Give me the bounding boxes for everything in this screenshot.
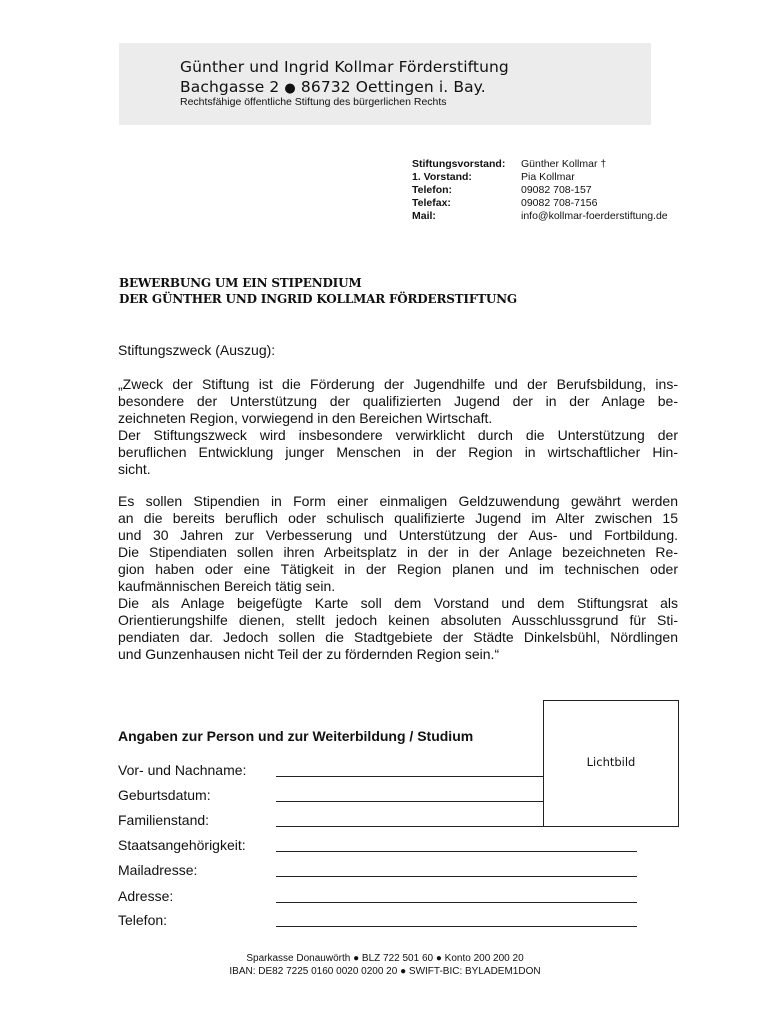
field-label-birthdate: Geburtsdatum: — [118, 787, 211, 803]
phone-field[interactable] — [276, 926, 637, 927]
text-line: Die Stipendiaten sollen ihren Arbeitsplatz in der in der Anlage bezeichneten Re- — [118, 544, 678, 560]
address-street: Bachgasse 2 — [180, 78, 280, 96]
field-label-marital-status: Familienstand: — [118, 812, 210, 828]
purpose-heading: Stiftungszweck (Auszug): — [118, 342, 276, 358]
contact-value: 09082 708-7156 — [521, 197, 598, 209]
field-label-email: Mailadresse: — [118, 862, 198, 878]
contact-value: Günther Kollmar † — [521, 158, 607, 170]
text-line: Orientierungshilfe dienen, stellt jedoch keinen absoluten Ausschlussgrund für Sti- — [118, 612, 678, 628]
photo-box[interactable] — [543, 700, 679, 827]
text-line: Der Stiftungszweck wird insbesondere verwirklicht durch die Unterstützung der — [118, 427, 678, 443]
text-line: besondere der Unterstützung der qualifizierten Jugend der in der Anlage be- — [118, 393, 678, 409]
footer-iban-line: IBAN: DE82 7225 0160 0020 0200 20 ● SWIFT-BIC: BYLADEM1DON — [229, 966, 541, 977]
nationality-field[interactable] — [276, 851, 637, 852]
birthdate-field[interactable] — [276, 801, 543, 802]
contact-label: Stiftungsvorstand: — [412, 158, 506, 170]
field-label-phone: Telefon: — [118, 912, 168, 928]
text-line: Die als Anlage beigefügte Karte soll dem Vorstand und dem Stiftungsrat als — [118, 595, 678, 611]
marital-status-field[interactable] — [276, 826, 543, 827]
contact-values — [521, 158, 668, 223]
contact-value: 09082 708-157 — [521, 184, 592, 196]
field-label-nationality: Staatsangehörigkeit: — [118, 837, 246, 853]
personal-data-heading: Angaben zur Person und zur Weiterbildung / Studium — [118, 728, 474, 744]
text-line: an die bereits beruflich oder schulisch qualifizierte Jugend im Alter zwischen 15 — [118, 510, 678, 526]
field-label-address: Adresse: — [118, 888, 174, 904]
bullet-icon: ● — [284, 81, 296, 96]
document-title — [119, 275, 517, 307]
contact-label: 1. Vorstand: — [412, 171, 472, 183]
title-line: DER GÜNTHER UND INGRID KOLLMAR FÖRDERSTIFTUNG — [119, 292, 517, 306]
text-line: kaufmännischen Bereich tätig sein. — [118, 578, 336, 594]
text-line: pendiaten dar. Jedoch sollen die Stadtgebiete der Städte Dinkelsbühl, Nördlingen — [118, 629, 678, 645]
address-city: 86732 Oettingen i. Bay. — [300, 78, 486, 96]
text-line: Es sollen Stipendien in Form einer einmaligen Geldzuwendung gewährt werden — [118, 493, 678, 509]
contact-label: Telefax: — [412, 197, 451, 209]
photo-label: Lichtbild — [586, 755, 636, 769]
text-line: zeichneten Region, vorwiegend in den Bereichen Wirtschaft. — [118, 410, 493, 426]
foundation-name: Günther und Ingrid Kollmar Förderstiftung — [180, 58, 509, 76]
text-line: und Gunzenhausen nicht Teil der zu fördernden Region sein.“ — [118, 646, 500, 662]
contact-labels — [412, 158, 505, 223]
text-line: und 30 Jahren zur Verbesserung und Unterstützung der Aus- und Fortbildung. — [118, 527, 678, 543]
foundation-address — [180, 78, 486, 96]
text-line: „Zweck der Stiftung ist die Förderung der Jugendhilfe und der Berufsbildung, ins- — [118, 376, 678, 392]
text-line: gion haben oder eine Tätigkeit in der Region planen und im technischen oder — [118, 561, 678, 577]
contact-label: Telefon: — [412, 184, 453, 196]
text-line: beruflichen Entwicklung junger Menschen in der Region in wirtschaftlicher Hin- — [118, 444, 678, 460]
title-line: BEWERBUNG UM EIN STIPENDIUM — [119, 276, 362, 290]
contact-label: Mail: — [412, 210, 436, 222]
address-field[interactable] — [276, 902, 637, 903]
field-label-name: Vor- und Nachname: — [118, 762, 247, 778]
contact-value: Pia Kollmar — [521, 171, 575, 183]
name-field[interactable] — [276, 776, 543, 777]
purpose-paragraph-1 — [118, 376, 678, 478]
legal-note: Rechtsfähige öffentliche Stiftung des bürgerlichen Rechts — [180, 96, 447, 108]
email-field[interactable] — [276, 876, 637, 877]
footer-bank-line: Sparkasse Donauwörth ● BLZ 722 501 60 ● Konto 200 200 20 — [246, 953, 524, 964]
text-line: sicht. — [118, 461, 151, 477]
contact-email-link[interactable]: info@kollmar-foerderstiftung.de — [521, 210, 668, 222]
purpose-paragraph-2 — [118, 493, 678, 663]
